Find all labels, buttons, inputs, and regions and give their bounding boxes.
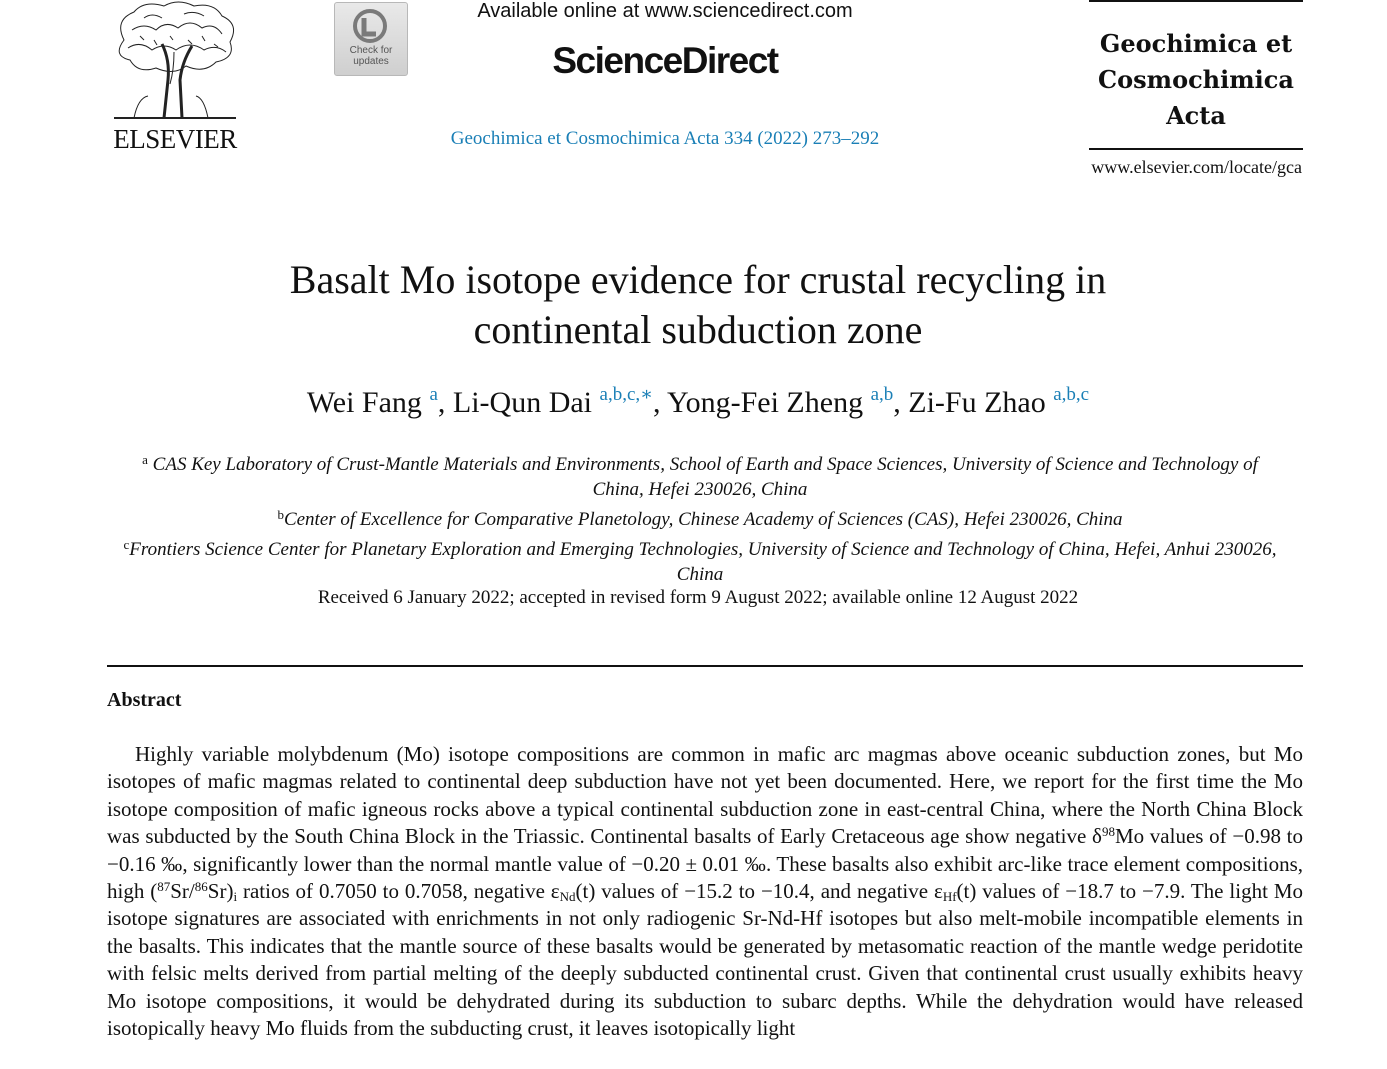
author-affiliation-mark[interactable]: a,b,c bbox=[1053, 384, 1090, 405]
affiliation-b bbox=[120, 502, 1280, 532]
elsevier-logo bbox=[104, 0, 246, 160]
author-affiliation-mark[interactable]: a,b,c,∗ bbox=[599, 384, 654, 405]
affiliations bbox=[120, 447, 1280, 587]
elsevier-tree-icon bbox=[104, 0, 246, 120]
journal-title-box bbox=[1089, 0, 1303, 150]
superscript: 87 bbox=[157, 879, 171, 895]
title-line-1: Basalt Mo isotope evidence for crustal recycling in bbox=[289, 257, 1107, 302]
abstract-run: ratios of 0.7050 to 0.7058, negative ε bbox=[237, 879, 560, 904]
author-name[interactable]: Li-Qun Dai bbox=[452, 386, 593, 419]
affiliation-text: CAS Key Laboratory of Crust-Mantle Materials and Environments, School of Earth and Space Sciences, University of Science and Technology of China, Hefei 230026, China bbox=[152, 454, 1258, 500]
journal-title-line-2: Cosmochimica bbox=[1098, 65, 1294, 94]
author-list: Wei Fang $^a$, Li-Qun Dai $^{a,b,c,∗}$, Yong-Fei Zheng $^{a,b}$, Zi-Fu Zhao $^{a,b,c}$ bbox=[306, 384, 1090, 419]
check-for-updates-badge[interactable] bbox=[334, 2, 408, 76]
elsevier-wordmark: ELSEVIER bbox=[113, 124, 237, 154]
abstract-run: (t) values of −18.7 to −7.9. The light Mo isotope signatures are associated with enrichments in not only radiogenic Sr-Nd-Hf isotopes but also melt-mobile incompatible elements in the basalts. This indicates that the mantle source of these basalts would be generated by metasomatic reaction of the mantle wedge peridotite with felsic melts derived from partial melting of the deeply subducted continental crust. Given that continental crust usually exhibits heavy Mo isotope compositions, it would be dehydrated during its subduction to subarc depths. While the dehydration would have released isotopically heavy Mo fluids from the subducting crust, it leaves isotopically light bbox=[107, 879, 1303, 1041]
author-affiliation-mark[interactable]: a,b bbox=[870, 384, 894, 405]
abstract-text bbox=[107, 741, 1303, 1042]
abstract-run: Sr/ bbox=[170, 879, 195, 904]
article-title bbox=[100, 255, 1296, 355]
superscript: 86 bbox=[194, 879, 208, 895]
check-updates-label: Check for updates bbox=[349, 45, 393, 67]
abstract-heading: Abstract bbox=[107, 689, 182, 711]
abstract-run: Sr) bbox=[207, 879, 234, 904]
received-dates: Received 6 January 2022; accepted in revised form 9 August 2022; available online 12 August 2022 bbox=[317, 587, 1079, 608]
affiliation-text: Frontiers Science Center for Planetary Exploration and Emerging Technologies, University of Science and Technology of China, Hefei, Anhui 230026, China bbox=[129, 539, 1277, 585]
available-online-text: Available online at www.sciencedirect.com bbox=[477, 0, 853, 22]
subscript: i bbox=[233, 889, 238, 905]
affiliation-mark: b bbox=[277, 507, 284, 522]
affiliation-mark: c bbox=[123, 537, 130, 552]
affiliation-c bbox=[120, 532, 1280, 587]
abstract-run: Highly variable molybdenum (Mo) isotope compositions are common in mafic arc magmas above oceanic subduction zones, but Mo isotopes of mafic magmas related to continental deep subduction have not yet been documented. Here, we report for the first time the Mo isotope composition of mafic igneous rocks above a typical continental subduction zone in east-central China, where the North China Block was subducted by the South China Block in the Triassic. Continental basalts of Early Cretaceous age show negative δ bbox=[107, 742, 1303, 849]
check-updates-icon bbox=[352, 8, 388, 44]
affiliation-text: Center of Excellence for Comparative Planetology, Chinese Academy of Sciences (CAS), Hefei 230026, China bbox=[283, 509, 1123, 530]
section-divider bbox=[107, 665, 1303, 667]
abstract-paragraph bbox=[107, 741, 1303, 1042]
author-name[interactable]: Zi-Fu Zhao bbox=[908, 386, 1046, 419]
author-affiliation-mark[interactable]: a bbox=[429, 384, 438, 405]
author-name[interactable]: Wei Fang bbox=[306, 386, 422, 419]
abstract-run: (t) values of −15.2 to −10.4, and negative ε bbox=[575, 879, 943, 904]
affiliation-a bbox=[120, 447, 1280, 502]
journal-title-line-3: Acta bbox=[1166, 101, 1226, 130]
title-line-2: continental subduction zone bbox=[473, 307, 923, 352]
subscript: Hf bbox=[942, 889, 957, 905]
sciencedirect-wordmark[interactable]: ScienceDirect bbox=[552, 40, 778, 81]
superscript: 98 bbox=[1101, 824, 1115, 840]
author-name[interactable]: Yong-Fei Zheng bbox=[666, 386, 864, 419]
subscript: Nd bbox=[559, 889, 576, 905]
journal-citation-link[interactable]: Geochimica et Cosmochimica Acta 334 (2022) 273–292 bbox=[450, 128, 880, 149]
abstract-run: Mo values of −0.98 to −0.16 ‰, significantly lower than the normal mantle value of −0.20 ± 0.01 ‰. These basalts also exhibit arc-like trace element compositions, high ( bbox=[107, 824, 1303, 904]
journal-url-link[interactable]: www.elsevier.com/locate/gca bbox=[1091, 157, 1302, 177]
journal-title-line-1: Geochimica et bbox=[1099, 29, 1293, 58]
affiliation-mark: a bbox=[142, 452, 148, 467]
